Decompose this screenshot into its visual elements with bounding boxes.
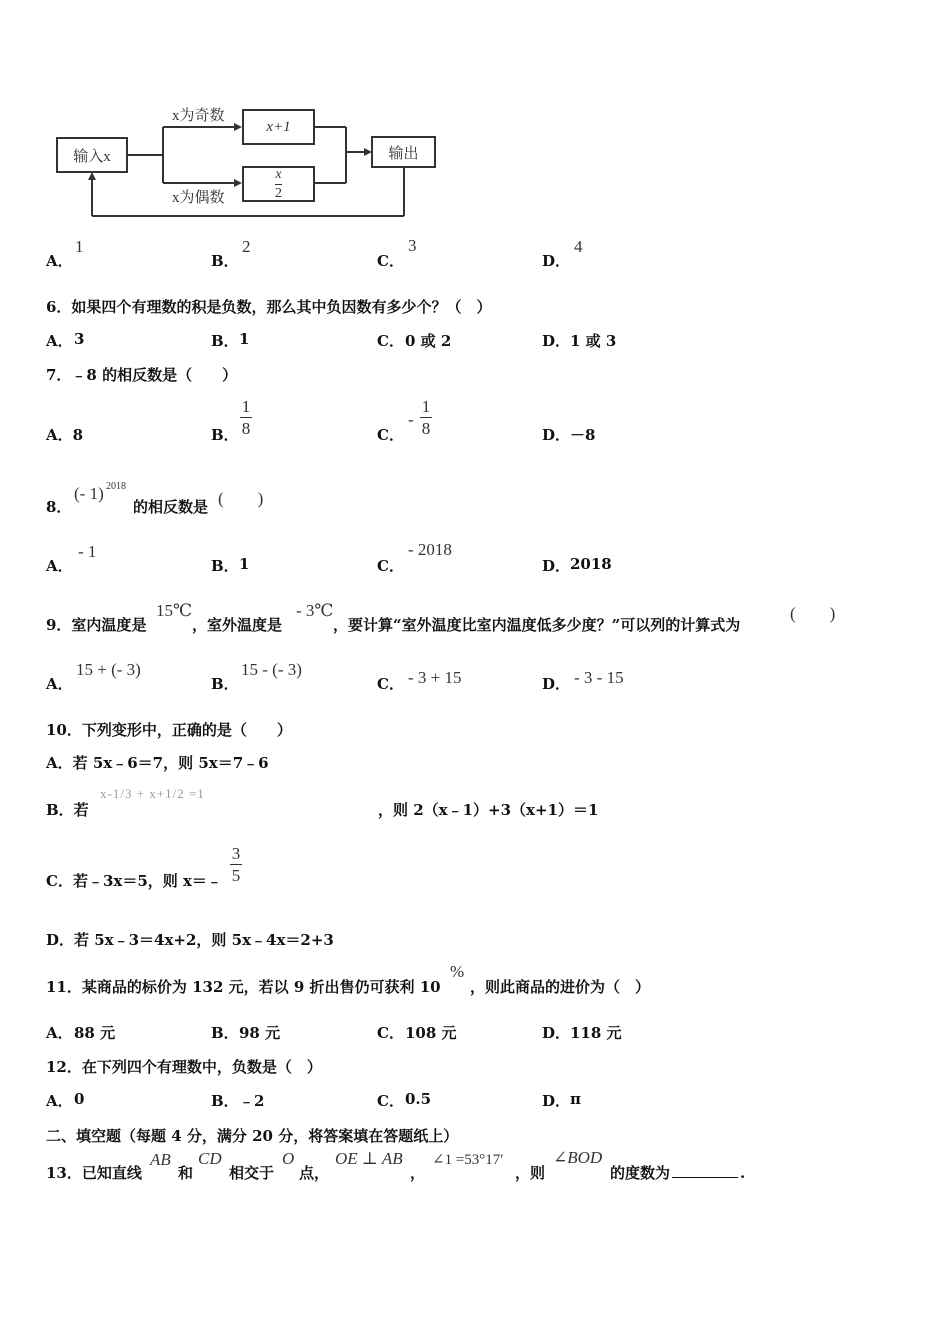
q6-option-a-value: 3 xyxy=(74,330,85,348)
q10-option-b-suffix: ，则 2（x﹣1）+3（x+1）＝1 xyxy=(378,801,599,819)
q8-option-b-letter: B． xyxy=(211,557,239,575)
even-box-numerator: x xyxy=(275,166,282,182)
q9-part2: ，室外温度是 xyxy=(192,616,283,634)
q6-option-c-value: 0 或 2 xyxy=(405,332,452,350)
q8-paren: ( ) xyxy=(218,489,264,508)
q13-answer-blank[interactable] xyxy=(672,1177,738,1178)
odd-condition-label: x为奇数 xyxy=(172,108,225,124)
q13-part3: 相交于 xyxy=(229,1164,275,1182)
q7-c-numerator: 1 xyxy=(421,397,431,416)
q8-text: 的相反数是 xyxy=(133,498,209,516)
q11-option-d-letter: D． xyxy=(542,1024,571,1042)
q13-line-cd: CD xyxy=(198,1149,222,1168)
q13-part6-text: 的度数为 xyxy=(610,1164,671,1182)
flowchart-lines xyxy=(0,0,950,230)
q12-option-d-letter: D． xyxy=(542,1092,571,1110)
q13-part4: 点， xyxy=(299,1164,330,1182)
q11-option-b-value: 98 元 xyxy=(239,1024,281,1042)
q11-percent: % xyxy=(450,962,465,981)
q8-option-c-letter: C． xyxy=(377,557,404,575)
q9-part3: ，要计算“室外温度比室内温度低多少度？”可以列的计算式为 xyxy=(333,616,741,634)
q8-option-d-letter: D． xyxy=(542,557,571,575)
q11-option-c-value: 108 元 xyxy=(405,1024,457,1042)
q12-option-b-letter: B． xyxy=(211,1092,239,1110)
q12-option-c-value: 0.5 xyxy=(405,1090,432,1108)
q9-part1: 9．室内温度是 xyxy=(46,616,147,634)
even-box-denominator: 2 xyxy=(275,185,282,201)
even-box-fraction xyxy=(275,168,282,201)
q11-option-a-value: 88 元 xyxy=(74,1024,116,1042)
q13-part1: 13．已知直线 xyxy=(46,1164,142,1182)
q6-stem: 6．如果四个有理数的积是负数，那么其中负因数有多少个？（ ） xyxy=(46,298,492,316)
q7-stem: 7．﹣8 的相反数是（ ） xyxy=(46,366,238,384)
q7-option-a: A．8 xyxy=(46,426,84,444)
q6-option-b-value: 1 xyxy=(239,330,250,348)
q6-option-b-letter: B． xyxy=(211,332,239,350)
q8-exponent: 2018 xyxy=(106,481,126,492)
flowchart-output-box xyxy=(371,136,436,168)
q9-option-b-value: 15 - (- 3) xyxy=(241,660,302,679)
q8-option-a-letter: A． xyxy=(46,557,73,575)
flowchart-even-box xyxy=(242,166,315,202)
q12-stem: 12．在下列四个有理数中，负数是（ ） xyxy=(46,1058,322,1076)
q10-c-numerator: 3 xyxy=(231,844,241,863)
q8-option-b-value: 1 xyxy=(239,555,250,573)
output-label: 输出 xyxy=(388,145,419,162)
q6-option-a-letter: A． xyxy=(46,332,73,350)
q7-option-c-letter: C． xyxy=(377,426,404,444)
q7-option-d: D．－8 xyxy=(542,426,596,444)
q9-option-a-letter: A． xyxy=(46,675,73,693)
q13-comma: ， xyxy=(410,1164,426,1182)
q10-c-denominator: 5 xyxy=(231,866,241,885)
input-label: 输入x xyxy=(73,148,111,165)
q7-option-c-sign: - xyxy=(408,410,414,429)
q9-option-c-value: - 3 + 15 xyxy=(408,668,462,687)
q6-option-d-letter: D． xyxy=(542,332,571,350)
q6-option-d-value: 1 或 3 xyxy=(570,332,617,350)
q9-indoor-temp: 15℃ xyxy=(156,601,193,620)
odd-box-expression: x+1 xyxy=(266,118,291,135)
q8-option-a-value: - 1 xyxy=(78,542,97,561)
q10-option-c-fraction xyxy=(230,845,242,884)
q13-part2: 和 xyxy=(178,1164,194,1182)
q5-option-a-letter: A． xyxy=(46,252,73,270)
q8-option-d-value: 2018 xyxy=(570,555,612,573)
q5-option-c-value: 3 xyxy=(408,236,417,255)
q7-b-numerator: 1 xyxy=(241,397,251,416)
q12-option-d-value: π xyxy=(570,1090,581,1108)
q9-option-d-letter: D． xyxy=(542,675,571,693)
q5-option-d-letter: D． xyxy=(542,252,571,270)
q10-option-b-prefix: B．若 xyxy=(46,801,89,819)
q10-option-a: A．若 5x﹣6＝7，则 5x＝7﹣6 xyxy=(46,754,269,772)
q10-option-d: D．若 5x﹣3＝4x+2，则 5x﹣4x＝2+3 xyxy=(46,931,334,949)
q10-stem: 10．下列变形中，正确的是（ ） xyxy=(46,721,292,739)
q9-option-c-letter: C． xyxy=(377,675,404,693)
q11-option-a-letter: A． xyxy=(46,1024,73,1042)
q13-line-ab: AB xyxy=(150,1150,171,1169)
q11-stem-end: ，则此商品的进价为（ ） xyxy=(470,978,651,996)
q5-option-b-letter: B． xyxy=(211,252,239,270)
q10-option-c-prefix: C．若﹣3x＝5，则 x＝﹣ xyxy=(46,872,222,890)
q7-option-b-fraction xyxy=(240,398,252,437)
q10-option-b-equation-faint: x-1/3 + x+1/2 =1 xyxy=(100,786,205,801)
flowchart-input-box xyxy=(56,137,128,173)
q13-part6 xyxy=(610,1162,745,1183)
q9-option-a-value: 15 + (- 3) xyxy=(76,660,141,679)
q8-base: (- 1) xyxy=(74,484,104,503)
q8-number: 8． xyxy=(46,498,72,516)
q5-option-d-value: 4 xyxy=(574,237,583,256)
q7-option-c-fraction xyxy=(420,398,432,437)
q5-option-b-value: 2 xyxy=(242,237,251,256)
q9-outdoor-temp: - 3℃ xyxy=(296,601,334,620)
q5-option-a-value: 1 xyxy=(75,237,84,256)
q11-option-d-value: 118 元 xyxy=(570,1024,622,1042)
q13-part5: ，则 xyxy=(515,1164,546,1182)
q5-option-c-letter: C． xyxy=(377,252,404,270)
q13-point-o: O xyxy=(282,1149,295,1168)
even-condition-label: x为偶数 xyxy=(172,190,225,206)
q13-angle-1: ∠1 =53°17′ xyxy=(432,1152,504,1168)
q11-stem: 11．某商品的标价为 132 元，若以 9 折出售仍可获利 10 xyxy=(46,978,441,996)
q12-option-a-value: 0 xyxy=(74,1090,85,1108)
q13-angle-bod: ∠BOD xyxy=(553,1148,603,1167)
q13-perpendicular: OE ⊥ AB xyxy=(335,1149,403,1168)
q12-option-c-letter: C． xyxy=(377,1092,404,1110)
q7-b-denominator: 8 xyxy=(241,419,251,438)
q9-paren: ( ) xyxy=(790,604,836,623)
q12-option-a-letter: A． xyxy=(46,1092,73,1110)
q11-option-c-letter: C． xyxy=(377,1024,404,1042)
q8-option-c-value: - 2018 xyxy=(408,540,452,559)
q13-end: . xyxy=(740,1164,746,1182)
q12-option-b-value: ﹣2 xyxy=(239,1092,265,1110)
q7-c-denominator: 8 xyxy=(421,419,431,438)
q9-option-d-value: - 3 - 15 xyxy=(574,668,624,687)
q6-option-c-letter: C． xyxy=(377,332,404,350)
q7-option-b-letter: B． xyxy=(211,426,239,444)
section-2-heading: 二、填空题（每题 4 分，满分 20 分，将答案填在答题纸上） xyxy=(46,1127,459,1145)
q9-option-b-letter: B． xyxy=(211,675,239,693)
flowchart-odd-box xyxy=(242,109,315,145)
q11-option-b-letter: B． xyxy=(211,1024,239,1042)
